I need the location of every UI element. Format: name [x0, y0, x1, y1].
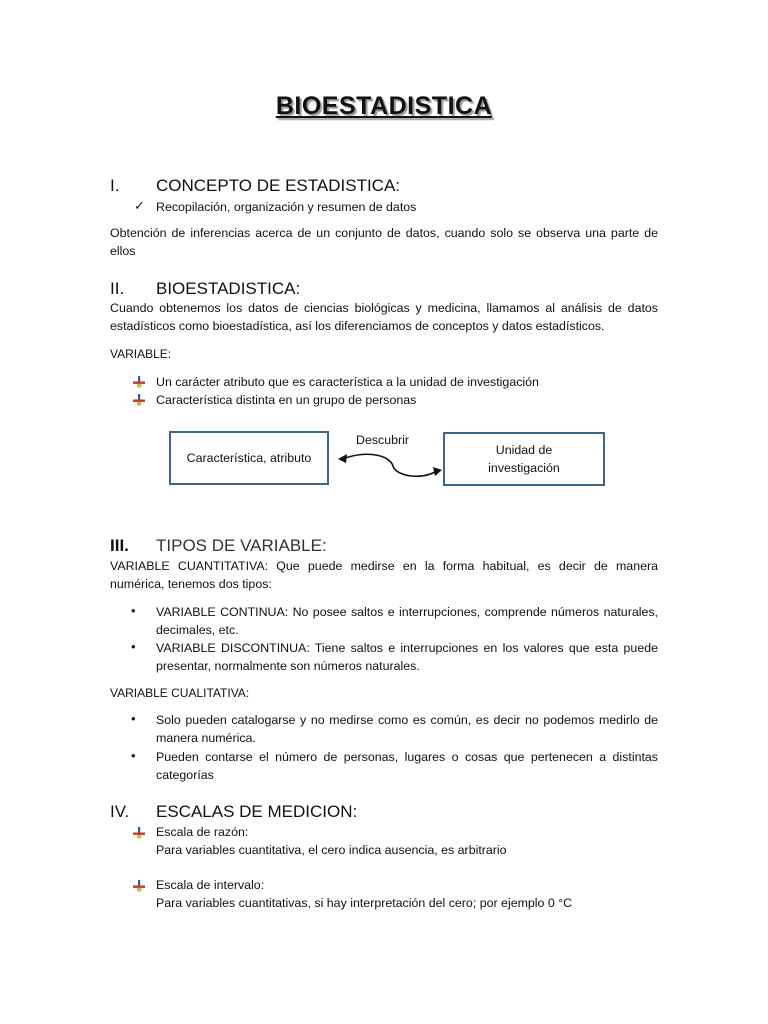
- scale-2-description: Para variables cuantitativas, si hay interpretación del cero; por ejemplo 0 °C: [156, 896, 573, 910]
- section-2-heading: [110, 279, 670, 301]
- section-1-title: CONCEPTO DE ESTADISTICA:: [156, 176, 401, 195]
- bullet-dot-icon: •: [131, 748, 136, 763]
- quant-bullet-1: VARIABLE CONTINUA: No posee saltos e interrupciones, comprende números naturales, decimales, etc.: [156, 605, 658, 637]
- variable-label: VARIABLE:: [110, 347, 172, 361]
- pushpin-bullet-icon: [132, 393, 146, 407]
- quantitative-paragraph: VARIABLE CUANTITATIVA: Que puede medirse en la forma habitual, es decir de manera numérica, tenemos dos tipos:: [110, 559, 658, 591]
- diagram-arrow-label: Descubrir: [356, 433, 410, 447]
- section-2-paragraph: Cuando obtenemos los datos de ciencias biológicas y medicina, llamamos al análisis de datos estadísticos como bioestadística, así los diferenciamos de conceptos y datos estadísticos.: [110, 301, 658, 333]
- qual-bullet-2: Pueden contarse el número de personas, lugares o cosas que pertenecen a distintas categorías: [156, 750, 658, 782]
- section-1-numeral: I.: [110, 176, 120, 195]
- section-3-numeral: III.: [110, 536, 129, 555]
- pushpin-bullet-icon: [132, 879, 146, 893]
- scale-2-name: Escala de intervalo:: [156, 878, 265, 892]
- checkmark-icon: ✓: [134, 198, 145, 213]
- section-1-paragraph: Obtención de inferencias acerca de un conjunto de datos, cuando solo se observa una parte de ellos: [110, 226, 658, 258]
- section-2-numeral: II.: [110, 279, 125, 298]
- section-3-heading: [110, 536, 670, 558]
- check-list-item: [134, 197, 145, 215]
- bullet-dot-icon: •: [131, 639, 136, 654]
- check-item-text: Recopilación, organización y resumen de datos: [156, 200, 417, 214]
- document-title: BIOESTADISTICA: [275, 92, 493, 120]
- section-4-title: ESCALAS DE MEDICION:: [156, 802, 358, 821]
- pushpin-bullet-icon: [132, 826, 146, 840]
- quant-bullet-2: VARIABLE DISCONTINUA: Tiene saltos e interrupciones en los valores que esta puede presentar, normalmente son números naturales.: [156, 641, 658, 673]
- section-4-numeral: IV.: [110, 802, 130, 821]
- diagram-box-characteristic: [169, 431, 329, 485]
- variable-bullet-1: Un carácter atributo que es característica a la unidad de investigación: [156, 375, 539, 389]
- section-1-heading: [110, 176, 670, 198]
- scale-1-name: Escala de razón:: [156, 825, 249, 839]
- section-2-title: BIOESTADISTICA:: [156, 279, 301, 298]
- pushpin-bullet-icon: [132, 375, 146, 389]
- bullet-dot-icon: •: [131, 603, 136, 618]
- section-3-title: TIPOS DE VARIABLE:: [156, 536, 327, 555]
- qualitative-label: VARIABLE CUALITATIVA:: [110, 686, 250, 700]
- scale-1-description: Para variables cuantitativa, el cero indica ausencia, es arbitrario: [156, 843, 507, 857]
- diagram-box-unit: [443, 432, 605, 486]
- variable-bullet-2: Característica distinta en un grupo de personas: [156, 393, 417, 407]
- diagram-box-characteristic-label: Característica, atributo: [186, 451, 312, 465]
- section-4-heading: [110, 802, 670, 824]
- qual-bullet-1: Solo pueden catalogarse y no medirse como es común, es decir no podemos medirlo de manera numérica.: [156, 713, 658, 745]
- bullet-dot-icon: •: [131, 711, 136, 726]
- diagram-box-unit-label: Unidad de investigación: [488, 443, 560, 475]
- double-arrow-icon: [335, 448, 447, 484]
